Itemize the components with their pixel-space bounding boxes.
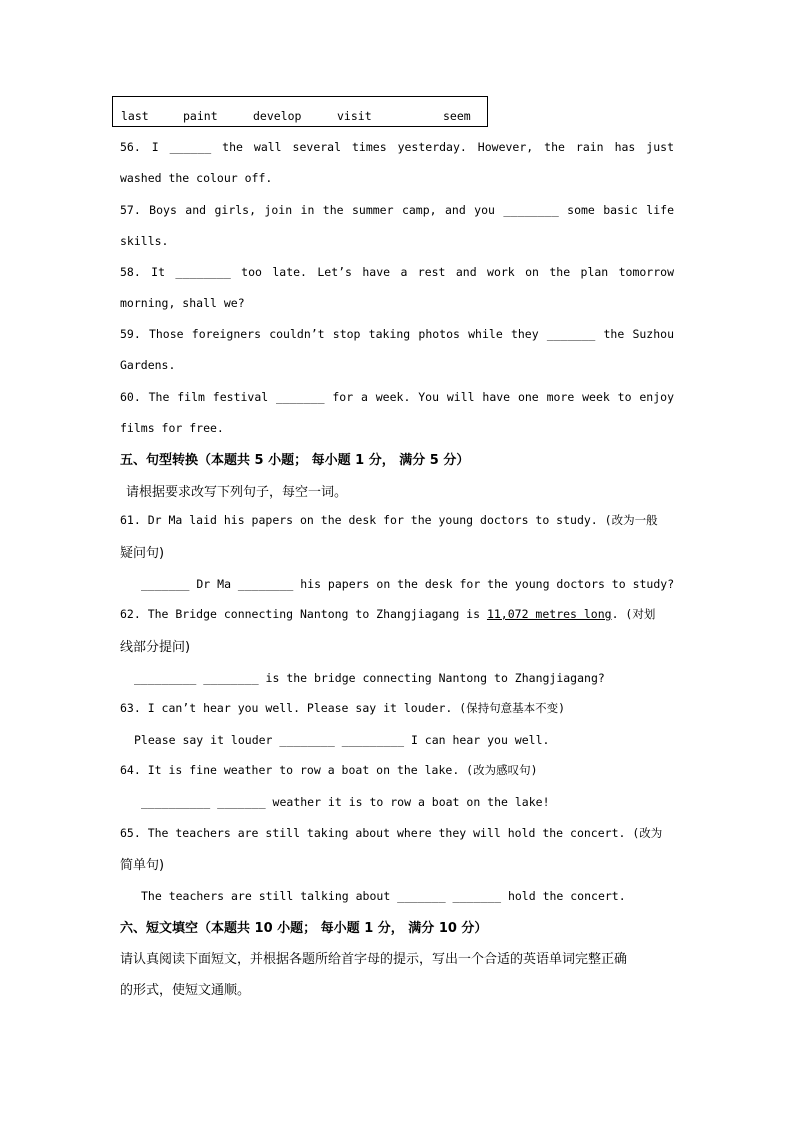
word-box-item: seem [443,109,471,123]
question-59-line-2: Gardens. [120,358,176,372]
question-65-line-1: 65. The teachers are still taking about where they will hold the concert. (改为 [120,826,663,840]
question-65-line-2: 简单句) [120,858,165,873]
question-57-line-2: skills. [120,234,169,248]
question-62-line-1 [120,606,655,622]
question-60-line-1: 60. The film festival _______ for a week. You will have one more week to enjoy [120,390,674,404]
question-57-line-1: 57. Boys and girls, join in the summer camp, and you ________ some basic life [120,203,674,217]
question-61-line-2: 疑问句) [120,546,165,561]
question-60-line-2: films for free. [120,421,224,435]
question-58-line-1: 58. It ________ too late. Let’s have a rest and work on the plan tomorrow [120,265,674,279]
section-6-instruction-line-1: 请认真阅读下面短文，并根据各题所给首字母的提示，写出一个合适的英语单词完整正确 [120,952,628,967]
question-62-line-2: 线部分提问) [120,640,191,655]
word-box-item: paint [183,109,218,123]
question-61-answer: _______ Dr Ma ________ his papers on the desk for the young doctors to study? [141,577,675,591]
question-63-line-1: 63. I can’t hear you well. Please say it louder. (保持句意基本不变) [120,701,566,715]
question-63-answer: Please say it louder ________ _________ I can hear you well. [134,733,550,747]
section-5-instruction: 请根据要求改写下列句子，每空一词。 [126,485,348,500]
question-62-answer: _________ ________ is the bridge connecting Nantong to Zhangjiagang? [134,671,605,685]
word-box-item: visit [337,109,372,123]
question-65-answer: The teachers are still talking about _______ _______ hold the concert. [141,889,626,903]
question-56-line-1: 56. I ______ the wall several times yesterday. However, the rain has just [120,140,674,154]
question-64-answer: __________ _______ weather it is to row a boat on the lake! [141,795,550,809]
word-box-item: develop [253,109,302,123]
section-6-instruction-line-2: 的形式，使短文通顺。 [120,983,251,998]
question-62-text: 62. The Bridge connecting Nantong to Zhangjiagang is [120,607,487,621]
section-6-heading: 六、短文填空（本题共 10 小题； 每小题 1 分， 满分 10 分） [120,921,488,936]
question-62-instruction: . (对划 [611,607,656,621]
question-56-line-2: washed the colour off. [120,171,273,185]
question-59-line-1: 59. Those foreigners couldn’t stop taking photos while they _______ the Suzhou [120,327,674,341]
word-box [112,96,488,127]
word-box-item: last [121,109,149,123]
question-61-line-1: 61. Dr Ma laid his papers on the desk for the young doctors to study. (改为一般 [120,513,658,527]
question-58-line-2: morning, shall we? [120,296,245,310]
question-64-line-1: 64. It is fine weather to row a boat on the lake. (改为感叹句) [120,763,538,777]
section-5-heading: 五、句型转换（本题共 5 小题； 每小题 1 分， 满分 5 分） [120,453,470,468]
underlined-phrase: 11,072 metres long [486,607,612,621]
